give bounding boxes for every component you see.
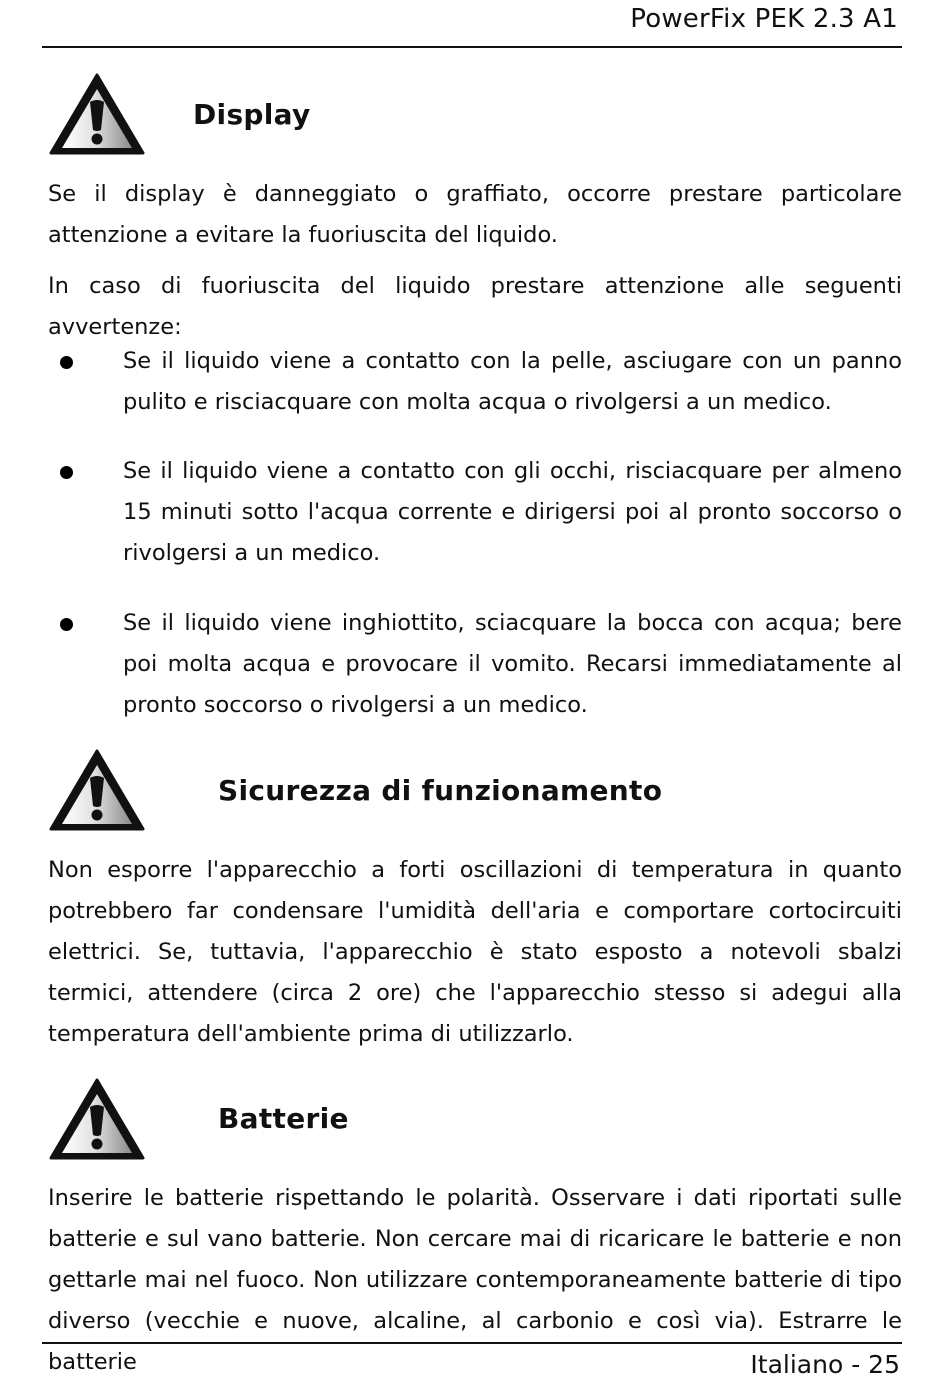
display-paragraph-1: Se il display è danneggiato o graffiato, occorre prestare particolare attenzione a evitare la fuoriuscita del liquido. bbox=[48, 181, 902, 248]
list-item bbox=[48, 341, 902, 464]
batteries-paragraph: Inserire le batterie rispettando le polarità. Osservare i dati riportati sulle batterie e sul vano batterie. Non cercare mai di ricaricare le batterie e non gettarle mai nel fuoco. Non utilizzare contemporaneamente batterie di tipo diverso (vecchie e nuove, alcaline, al carbonio e così via). Estrarre le batterie bbox=[48, 1185, 902, 1375]
list-item-text: Se il liquido viene inghiottito, sciacquare la bocca con acqua; bere poi molta acqua e provocare il vomito. Recarsi immediatamente al pronto soccorso o rivolgersi a un medico. bbox=[123, 610, 902, 718]
section-heading-batteries: Batterie bbox=[218, 1102, 349, 1135]
section-heading-safety: Sicurezza di funzionamento bbox=[218, 774, 663, 807]
footer-rule bbox=[42, 1342, 902, 1344]
safety-paragraph: Non esporre l'apparecchio a forti oscillazioni di temperatura in quanto potrebbero far condensare l'umidità dell'aria e comportare cortocircuiti elettrici. Se, tuttavia, l'apparecchio è stato esposto a notevoli sbalzi termici, attendere (circa 2 ore) che l'apparecchio stesso si adegui alla temperatura dell'ambiente prima di utilizzarlo. bbox=[48, 857, 902, 1047]
bullet-icon bbox=[60, 618, 73, 631]
bullet-icon bbox=[60, 466, 73, 479]
list-item-text: Se il liquido viene a contatto con la pelle, asciugare con un panno pulito e risciacquare con molta acqua o rivolgersi a un medico. bbox=[123, 348, 902, 415]
page-number: Italiano - 25 bbox=[750, 1350, 900, 1379]
list-item-text: Se il liquido viene a contatto con gli occhi, risciacquare per almeno 15 minuti sotto l'acqua corrente e dirigersi poi al pronto soccorso o rivolgersi a un medico. bbox=[123, 458, 902, 566]
warning-triangle-icon bbox=[46, 70, 148, 158]
list-item bbox=[48, 603, 902, 726]
header-rule bbox=[42, 46, 902, 48]
display-paragraph-2: In caso di fuoriuscita del liquido prestare attenzione alle seguenti avvertenze: bbox=[48, 273, 902, 340]
warning-triangle-icon bbox=[46, 746, 148, 834]
list-item bbox=[48, 451, 902, 574]
bullet-icon bbox=[60, 356, 73, 369]
section-heading-display: Display bbox=[193, 98, 311, 131]
warning-triangle-icon bbox=[46, 1075, 148, 1163]
document-header-title: PowerFix PEK 2.3 A1 bbox=[630, 4, 898, 34]
